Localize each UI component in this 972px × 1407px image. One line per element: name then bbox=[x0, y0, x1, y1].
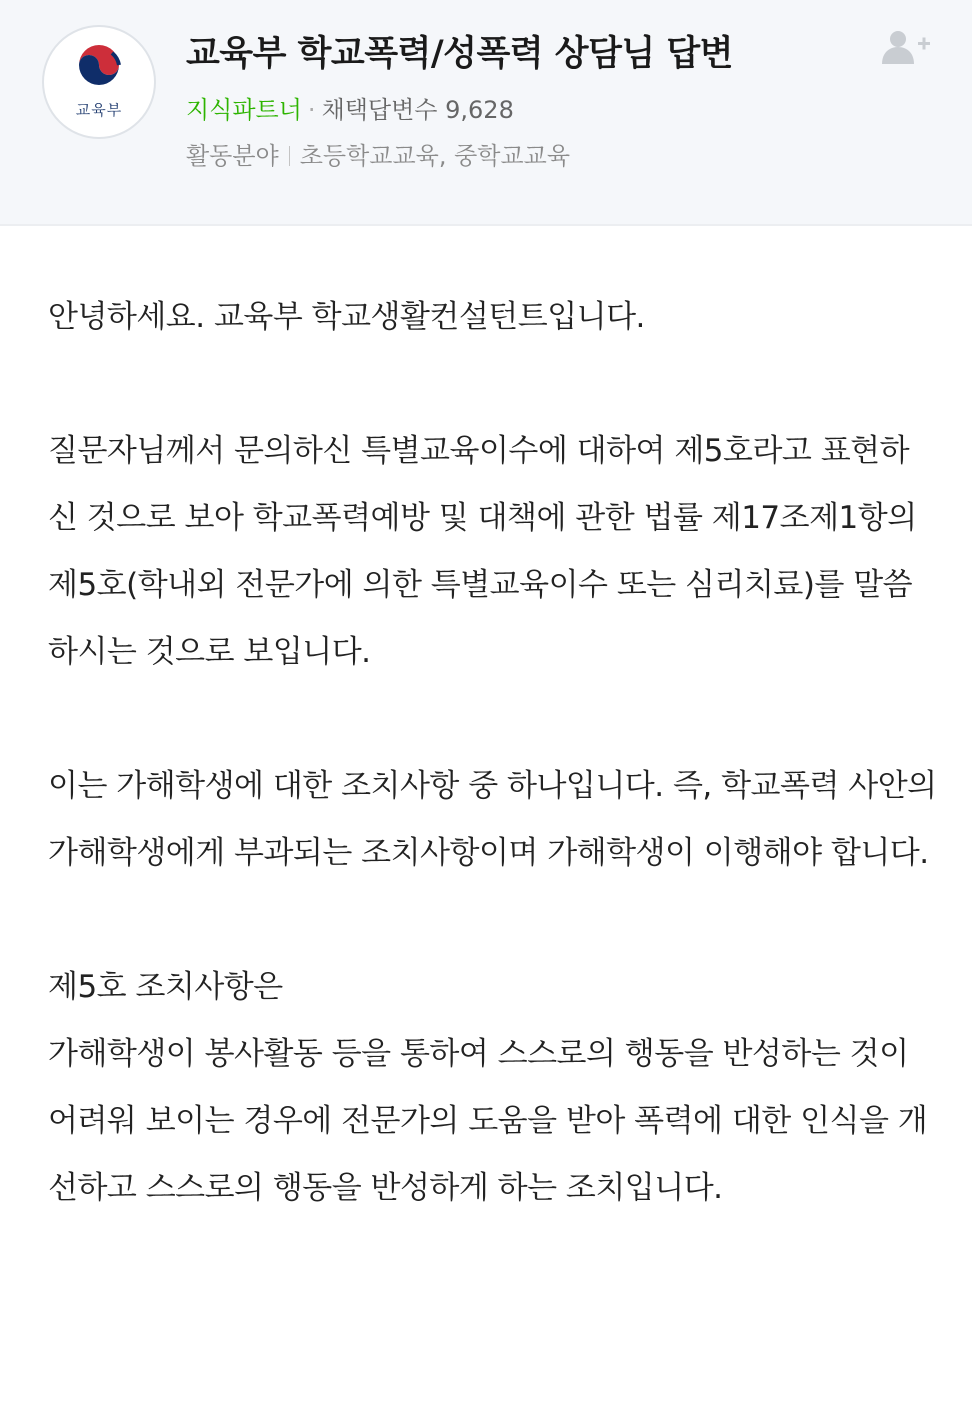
page-title[interactable]: 교육부 학교폭력/성폭력 상담님 답변 bbox=[186, 34, 733, 74]
follow-button[interactable] bbox=[880, 28, 932, 68]
adopted-label: 채택답변수 bbox=[321, 96, 438, 124]
activity-area bbox=[186, 136, 570, 171]
partner-meta bbox=[186, 90, 514, 125]
area-value: 초등학교교육, 중학교교육 bbox=[299, 142, 571, 170]
profile-header bbox=[0, 0, 972, 226]
add-user-icon bbox=[880, 28, 932, 68]
paragraph-3-heading: 제5호 조치사항은 bbox=[48, 969, 283, 1005]
area-label: 활동분야 bbox=[186, 142, 279, 170]
answer-body bbox=[48, 284, 938, 1222]
adopted-count: 9,628 bbox=[445, 96, 514, 124]
paragraph-3-body: 가해학생이 봉사활동 등을 통하여 스스로의 행동을 반성하는 것이 어려워 보이는 경우에 전문가의 도움을 받아 폭력에 대한 인식을 개선하고 스스로의 행동을 반성하게 하는 조치입니다. bbox=[48, 1036, 928, 1206]
greeting-paragraph: 안녕하세요. 교육부 학교생활컨설턴트입니다. bbox=[48, 299, 645, 335]
paragraph-1: 질문자님께서 문의하신 특별교육이수에 대하여 제5호라고 표현하신 것으로 보아 학교폭력예방 및 대책에 관한 법률 제17조제1항의 제5호(학내외 전문가에 의한 특별교육이수 또는 심리치료)를 말씀하시는 것으로 보입니다. bbox=[48, 433, 917, 670]
paragraph-2: 이는 가해학생에 대한 조치사항 중 하나입니다. 즉, 학교폭력 사안의 가해학생에게 부과되는 조치사항이며 가해학생이 이행해야 합니다. bbox=[48, 768, 937, 871]
area-divider bbox=[289, 146, 290, 166]
partner-badge[interactable]: 지식파트너 bbox=[186, 96, 302, 124]
taegeuk-emblem-icon bbox=[44, 27, 154, 137]
logo-text: 교육부 bbox=[75, 101, 123, 119]
ministry-logo[interactable] bbox=[42, 25, 156, 139]
separator-dot: · bbox=[307, 96, 316, 124]
